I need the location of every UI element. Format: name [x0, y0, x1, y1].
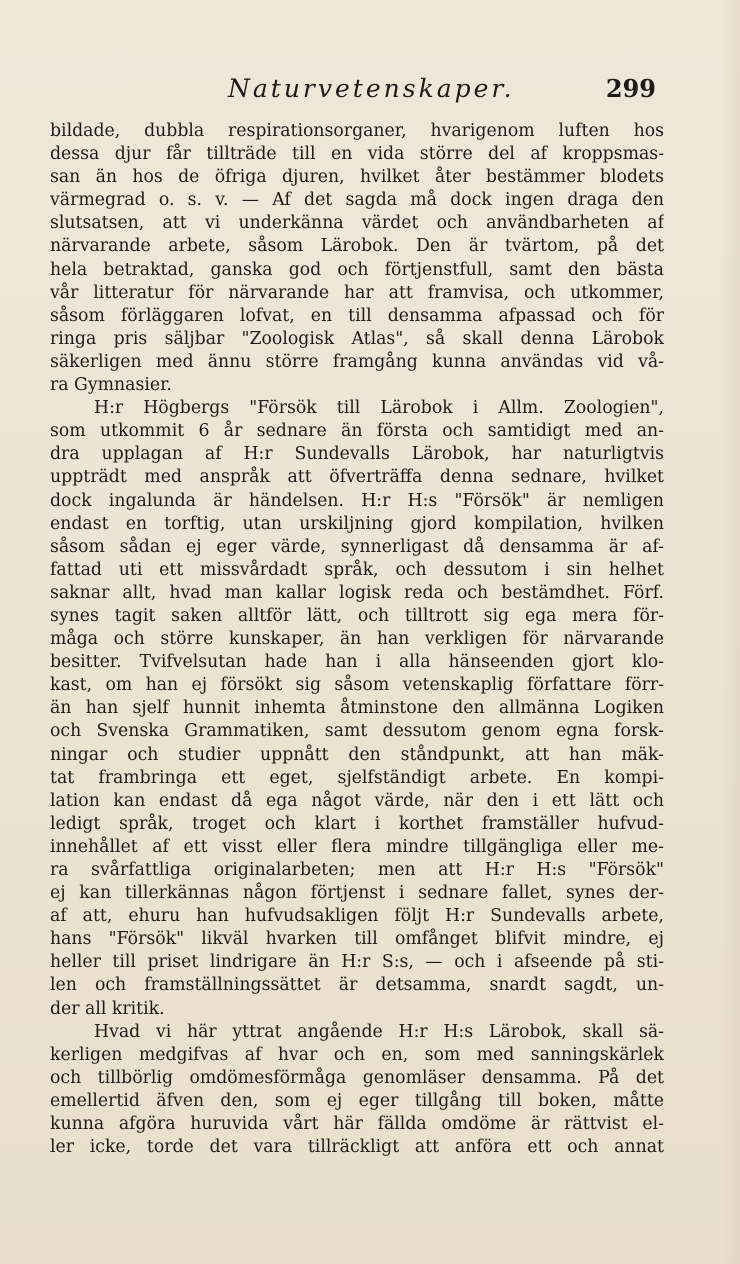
text-line: der all kritik.	[50, 998, 165, 1019]
text-line: ringa pris säljbar "Zoologisk Atlas", så skall denna Lärobok	[50, 328, 664, 349]
text-line: kerligen medgifvas af hvar och en, som med sanningskärlek	[50, 1044, 664, 1065]
text-line: san än hos de öfriga djuren, hvilket åter bestämmer blodets	[50, 167, 664, 188]
text-line: kast, om han ej försökt sig såsom vetenskaplig författare förr-	[50, 675, 664, 696]
text-line: dra upplagan af H:r Sundevalls Lärobok, har naturligtvis	[50, 444, 664, 465]
text-line: uppträdt med anspråk att öfverträffa denna sednare, hvilket	[50, 467, 664, 488]
text-line: såsom sådan ej eger värde, synnerligast då densamma är af-	[50, 536, 664, 557]
text-line: H:r Högbergs "Försök till Lärobok i Allm. Zoologien",	[94, 398, 664, 419]
text-line: synes tagit saken alltför lätt, och tilltrott sig ega mera för-	[50, 605, 664, 626]
text-line: kunna afgöra huruvida vårt här fällda omdöme är rättvist el-	[50, 1114, 664, 1135]
text-line: endast en torftig, utan urskiljning gjord kompilation, hvilken	[50, 513, 664, 534]
text-line: vår litteratur för närvarande har att framvisa, och utkommer,	[50, 282, 664, 303]
text-line: Hvad vi här yttrat angående H:r H:s Lärobok, skall sä-	[94, 1021, 664, 1042]
text-line: dessa djur får tillträde till en vida större del af kroppsmas-	[50, 144, 664, 165]
text-line: dock ingalunda är händelsen. H:r H:s "Försök" är nemligen	[50, 490, 664, 511]
text-line: fattad uti ett missvårdadt språk, och dessutom i sin helhet	[50, 559, 664, 580]
text-line: säkerligen med ännu större framgång kunna användas vid vå-	[50, 351, 664, 372]
body-text	[50, 120, 664, 1159]
text-line: och Svenska Grammatiken, samt dessutom genom egna forsk-	[50, 721, 664, 742]
page-header	[50, 74, 656, 110]
text-line: emellertid äfven den, som ej eger tillgång till boken, måtte	[50, 1090, 664, 1111]
text-line: och tillbörlig omdömesförmåga genomläser densamma. På det	[50, 1067, 664, 1088]
page-number: 299	[605, 74, 656, 103]
text-line: lation kan endast då ega något värde, när den i ett lätt och	[50, 790, 664, 811]
text-line: värmegrad o. s. v. — Af det sagda må dock ingen draga den	[50, 190, 664, 211]
text-line: hela betraktad, ganska god och förtjenstfull, samt den bästa	[50, 259, 664, 280]
text-line: heller till priset lindrigare än H:r S:s, — och i afseende på sti-	[50, 952, 664, 973]
text-line: ler icke, torde det vara tillräckligt att anföra ett och annat	[50, 1137, 664, 1158]
text-line: närvarande arbete, såsom Lärobok. Den är tvärtom, på det	[50, 236, 664, 257]
text-line: saknar allt, hvad man kallar logisk reda och bestämdhet. Förf.	[50, 582, 664, 603]
text-line: ningar och studier uppnått den ståndpunkt, att han mäk-	[50, 744, 664, 765]
text-line: ra Gymnasier.	[50, 375, 172, 396]
text-line: len och framställningssättet är detsamma, snardt sagdt, un-	[50, 975, 664, 996]
text-line: af att, ehuru han hufvudsakligen följt H:r Sundevalls arbete,	[50, 906, 664, 927]
text-line: hans "Försök" likväl hvarken till omfånget blifvit mindre, ej	[50, 929, 664, 950]
text-line: såsom förläggaren lofvat, en till densamma afpassad och för	[50, 305, 664, 326]
text-line: tat frambringa ett eget, sjelfständigt arbete. En kompi-	[50, 767, 664, 788]
text-line: ra svårfattliga originalarbeten; men att H:r H:s "Försök"	[50, 860, 664, 880]
text-line: måga och större kunskaper, än han verkligen för närvarande	[50, 629, 664, 650]
text-line: innehållet af ett visst eller flera mindre tillgängliga eller me-	[50, 836, 664, 857]
text-line: som utkommit 6 år sednare än första och samtidigt med an-	[50, 421, 664, 442]
text-line: ej kan tillerkännas någon förtjenst i sednare fallet, synes der-	[50, 883, 664, 904]
text-line: slutsatsen, att vi underkänna värdet och användbarheten af	[50, 213, 664, 234]
text-line: än han sjelf hunnit inhemta åtminstone den allmänna Logiken	[50, 698, 664, 719]
running-title: Naturvetenskaper.	[228, 74, 515, 103]
text-line: besitter. Tvifvelsutan hade han i alla hänseenden gjort klo-	[50, 652, 664, 673]
text-line: ledigt språk, troget och klart i korthet framställer hufvud-	[50, 813, 664, 834]
text-line: bildade, dubbla respirationsorganer, hvarigenom luften hos	[50, 121, 664, 141]
